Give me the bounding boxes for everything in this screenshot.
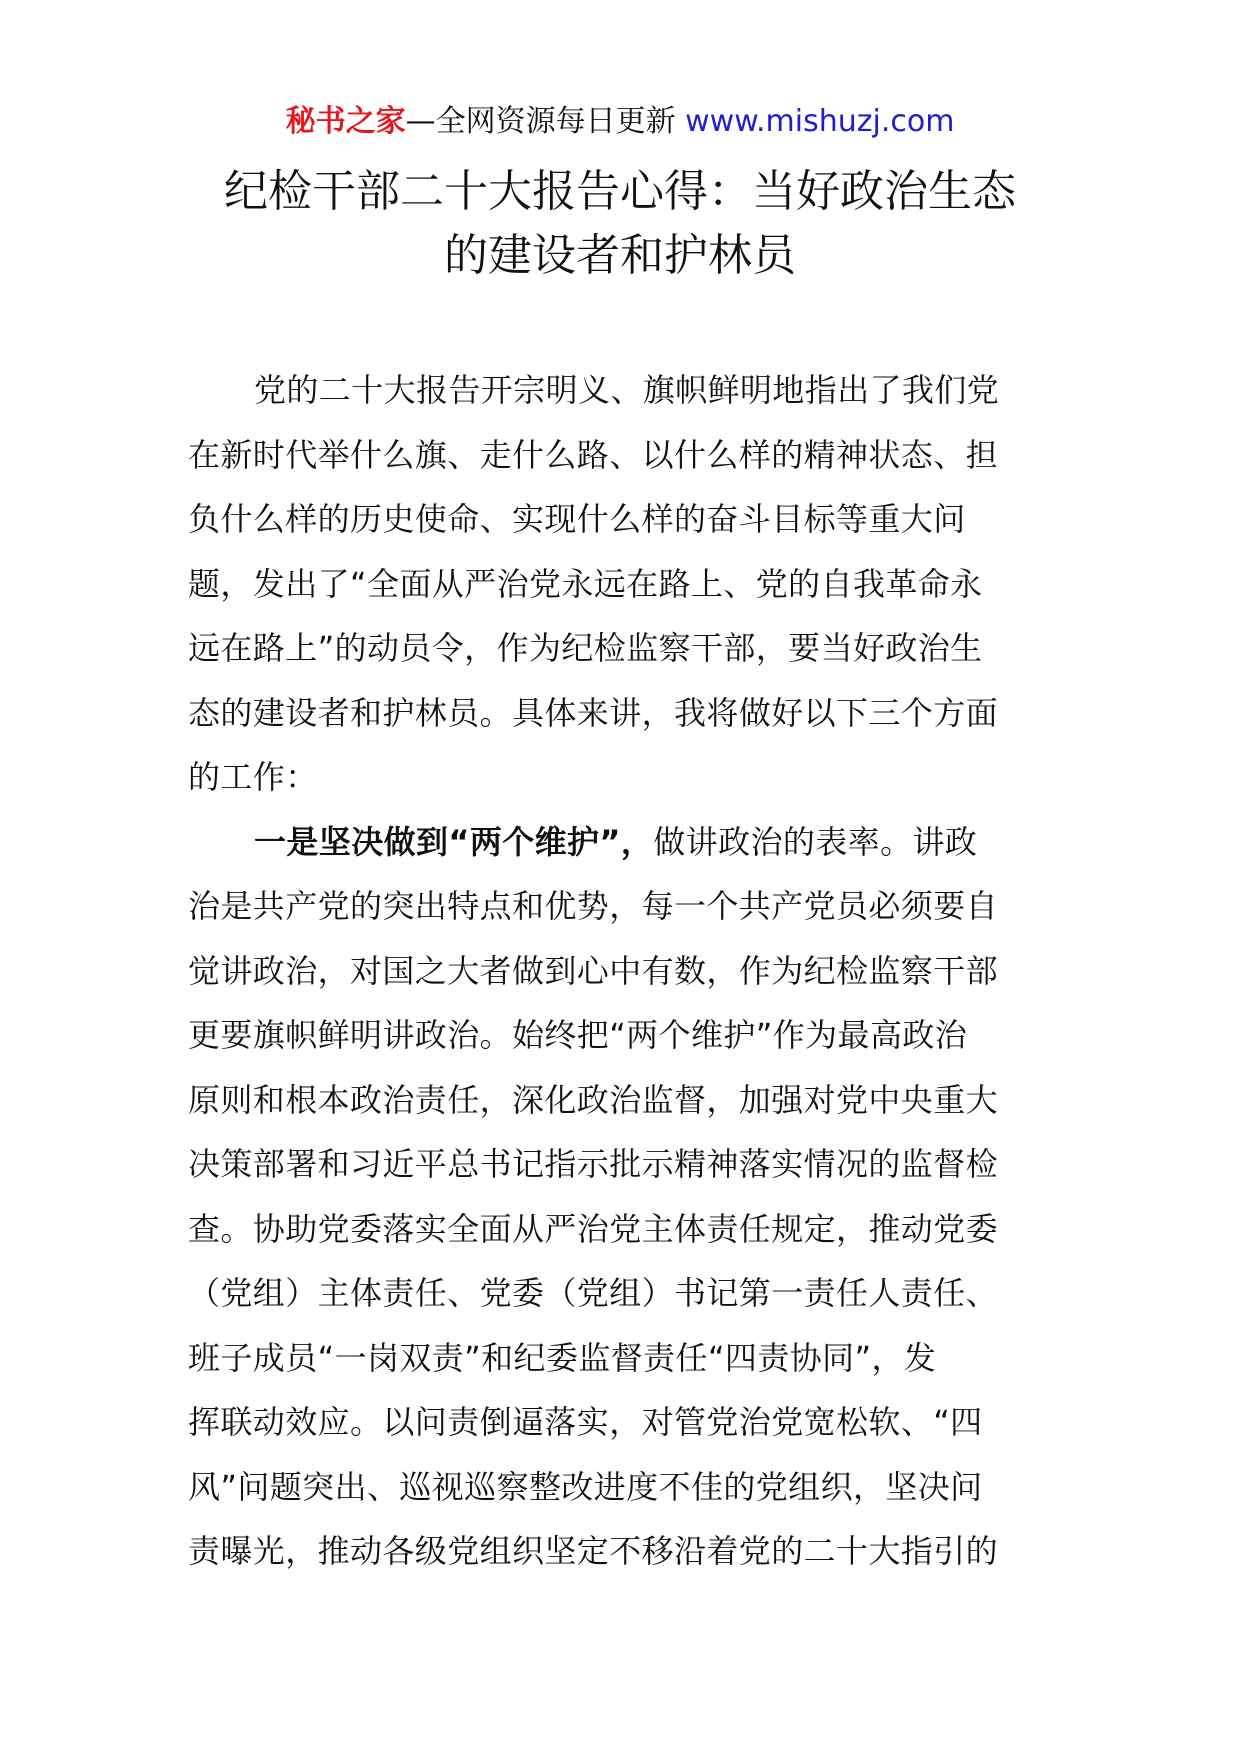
paragraph-line: 决策部署和习近平总书记指示批示精神落实情况的监督检 [188,1145,999,1183]
title-line-2: 的建设者和护林员 [444,230,796,281]
paragraph-line: 题，发出了“全面从严治党永远在路上、党的自我革命永 [188,564,983,603]
paragraph-line: 远在路上”的动员令，作为纪检监察干部，要当好政治生 [188,629,983,667]
paragraph-line: 觉讲政治，对国之大者做到心中有数，作为纪检监察干部 [188,951,999,990]
paragraph-line: 负什么样的历史使命、实现什么样的奋斗目标等重大问 [188,500,966,538]
site-url-link[interactable]: www.mishuzj.com [685,104,955,139]
paragraph-line: 查。协助党委落实全面从严治党主体责任规定，推动党委 [188,1209,999,1248]
document-body [188,358,1056,1584]
brand-name: 秘书之家 [285,104,406,139]
paragraph-line: 责曝光，推动各级党组织坚定不移沿着党的二十大指引的 [188,1532,999,1570]
site-header [0,102,1240,142]
paragraph-first-line [188,810,1056,875]
paragraph-line: 态的建设者和护林员。具体来讲，我将做好以下三个方面 [188,693,999,732]
paragraph-line: 在新时代举什么旗、走什么路、以什么样的精神状态、担 [188,435,999,474]
paragraph-line: 的工作： [188,758,318,796]
title-line-1: 纪检干部二十大报告心得：当好政治生态 [224,166,1016,217]
paragraph-line: 治是共产党的突出特点和优势，每一个共产党员必须要自 [188,887,999,925]
paragraph-line: 党的二十大报告开宗明义、旗帜鲜明地指出了我们党 [254,371,1000,409]
paragraph-line: （党组）主体责任、党委（党组）书记第一责任人责任、 [188,1274,999,1312]
paragraph-1 [188,358,1056,810]
paragraph-line: 更要旗帜鲜明讲政治。始终把“两个维护”作为最高政治 [188,1016,968,1054]
paragraph-line: 挥联动效应。以问责倒逼落实，对管党治党宽松软、“四 [188,1403,983,1441]
document-title [150,160,1090,288]
paragraph-lead-heading: 一是坚决做到“两个维护”， [254,822,654,861]
paragraph-line: 班子成员“一岗双责”和纪委监督责任“四责协同”，发 [188,1338,937,1377]
paragraph-line: 风”问题突出、巡视巡察整改进度不佳的党组织，坚决问 [188,1467,983,1506]
header-tagline: —全网资源每日更新 [405,104,686,139]
paragraph-lead-rest: 做讲政治的表率。讲政 [653,822,978,861]
paragraph-2 [188,810,1056,1584]
paragraph-line: 原则和根本政治责任，深化政治监督，加强对党中央重大 [188,1080,999,1119]
